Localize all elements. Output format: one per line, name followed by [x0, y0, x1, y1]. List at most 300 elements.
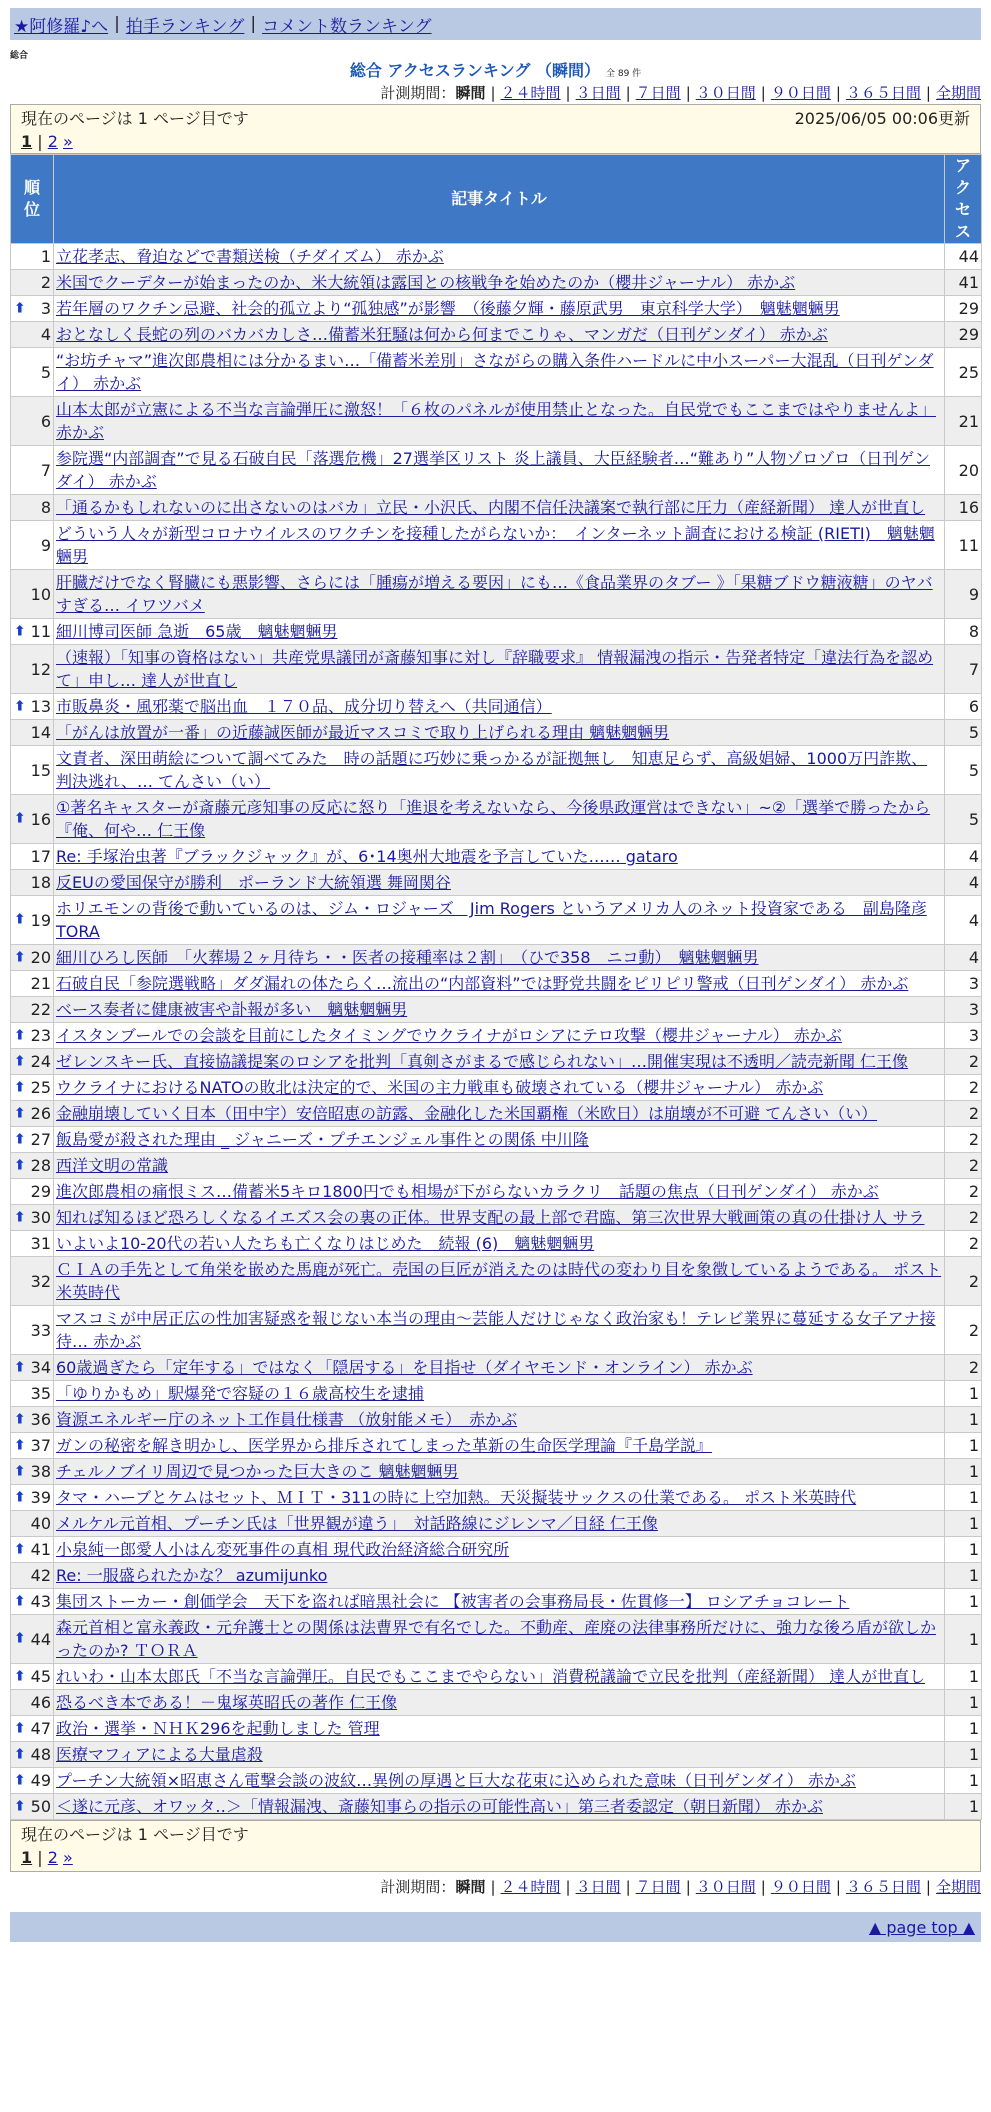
rank-cell: [11, 322, 54, 348]
rank-number: 33: [30, 1320, 51, 1340]
ranking-table: [10, 154, 982, 1820]
title-cell: [54, 570, 945, 619]
period-link[interactable]: ７日間: [635, 1878, 681, 1896]
period-link[interactable]: ９０日間: [770, 84, 831, 102]
table-row: [11, 1716, 982, 1742]
rank-number: 31: [30, 1234, 51, 1253]
title-cell: [54, 1257, 945, 1306]
rank-up-arrow-icon: ⬆: [14, 1027, 26, 1043]
period-link[interactable]: ３０日間: [695, 84, 756, 102]
article-title-link[interactable]: 参院選“内部調査”で見る石破自民「落選危機」27選挙区リスト 炎上議員、大臣経験者…“難あり”人物ゾロゾロ（日刊ゲンダイ） 赤かぶ: [56, 449, 930, 491]
article-title-link[interactable]: 集団ストーカー・創価学会 天下を盗れば暗黒社会に 【被害者の会事務局長・佐貫修一】 ロシアチョコレート: [56, 1592, 850, 1611]
rank-up-arrow-icon: ⬆: [14, 1157, 26, 1173]
rank-up-arrow-icon: ⬆: [14, 1541, 26, 1557]
article-title-link[interactable]: イスタンブールでの会談を目前にしたタイミングでウクライナがロシアにテロ攻撃（櫻井ジャーナル） 赤かぶ: [56, 1026, 842, 1045]
rank-cell: [11, 244, 54, 270]
article-title-link[interactable]: チェルノブイリ周辺で見つかった巨大きのこ 魑魅魍魎男: [56, 1462, 459, 1481]
access-count: 1: [945, 1664, 982, 1690]
article-title-link[interactable]: 若年層のワクチン忌避、社会的孤立より“孤独感”が影響 （後藤夕輝・藤原武男 東京科学大学） 魑魅魍魎男: [56, 299, 840, 318]
access-count: 4: [945, 896, 982, 945]
title-cell: [54, 270, 945, 296]
title-cell: [54, 694, 945, 720]
period-current: 瞬間: [455, 84, 486, 102]
rank-number: 46: [30, 1693, 51, 1712]
table-row: [11, 1485, 982, 1511]
article-title-link[interactable]: れいわ・山本太郎氏「不当な言論弾圧。自民でもここまでやらない」消費税議論で立民を批判（産経新聞） 達人が世直し: [56, 1667, 926, 1686]
rank-number: 34: [30, 1358, 51, 1377]
rank-number: 6: [40, 411, 51, 431]
total-count: 全 89 件: [606, 69, 642, 79]
header-rank: 順位: [11, 155, 54, 244]
table-row: [11, 1794, 982, 1820]
title-cell: [54, 1511, 945, 1537]
article-title-link[interactable]: プーチン大統領×昭恵さん電撃会談の波紋…異例の厚遇と巨大な花束に込められた意味（日刊ゲンダイ） 赤かぶ: [56, 1771, 856, 1790]
rank-up-arrow-icon: ⬆: [14, 1630, 26, 1647]
rank-number: 49: [30, 1771, 51, 1790]
rank-number: 4: [40, 325, 51, 344]
table-row: [11, 945, 982, 971]
title-cell: [54, 1485, 945, 1511]
access-count: 2: [945, 1205, 982, 1231]
table-row: [11, 1101, 982, 1127]
period-link[interactable]: ３６５日間: [845, 1878, 921, 1896]
table-row: [11, 694, 982, 720]
rank-cell: [11, 1433, 54, 1459]
rank-up-arrow-icon: ⬆: [14, 300, 26, 316]
access-count: 11: [945, 521, 982, 570]
rank-cell: [11, 619, 54, 645]
article-title-link[interactable]: 山本太郎が立憲による不当な言論弾圧に激怒！「６枚のパネルが使用禁止となった。自民党でもここまではやりませんよ」 赤かぶ: [56, 400, 937, 442]
article-title-link[interactable]: 「がんは放置が一番」の近藤誠医師が最近マスコミで取り上げられる理由 魑魅魍魎男: [56, 723, 670, 742]
title-cell: [54, 1231, 945, 1257]
rank-number: 24: [30, 1052, 51, 1071]
section-label: 総合: [10, 51, 29, 61]
rank-cell: [11, 1664, 54, 1690]
rank-cell: [11, 1179, 54, 1205]
rank-number: 19: [30, 910, 51, 930]
title-cell: [54, 1381, 945, 1407]
table-row: [11, 1153, 982, 1179]
rank-cell: [11, 870, 54, 896]
title-cell: [54, 1179, 945, 1205]
table-row: [11, 244, 982, 270]
title-cell: [54, 1664, 945, 1690]
rank-up-arrow-icon: ⬆: [14, 949, 26, 965]
article-title-link[interactable]: いよいよ10-20代の若い人たちも亡くなりはじめた 続報 (6) 魑魅魍魎男: [56, 1234, 595, 1253]
pager-separator: |: [37, 132, 43, 151]
access-count: 1: [945, 1794, 982, 1820]
access-count: 1: [945, 1433, 982, 1459]
article-title-link[interactable]: 60歳過ぎたら「定年する」ではなく「隠居する」を目指せ（ダイヤモンド・オンライン） 赤かぶ: [56, 1358, 753, 1377]
rank-number: 5: [40, 362, 51, 382]
rank-number: 23: [30, 1026, 51, 1045]
title-cell: [54, 521, 945, 570]
access-count: 16: [945, 495, 982, 521]
period-link[interactable]: ３日間: [575, 84, 621, 102]
title-cell: [54, 495, 945, 521]
access-count: 3: [945, 1023, 982, 1049]
rank-cell: [11, 1257, 54, 1306]
period-separator: |: [565, 84, 571, 102]
title-cell: [54, 1355, 945, 1381]
access-count: 3: [945, 997, 982, 1023]
rank-up-arrow-icon: ⬆: [14, 1489, 26, 1505]
article-title-link[interactable]: ＣＩＡの手先として角栄を嵌めた馬鹿が死亡。売国の巨匠が消えたのは時代の変わり目を象徴しているようである。 ポスト米英時代: [56, 1260, 942, 1302]
rank-cell: [11, 1742, 54, 1768]
rank-number: 13: [30, 697, 51, 716]
title-cell: [54, 446, 945, 495]
table-row: [11, 1589, 982, 1615]
rank-up-arrow-icon: ⬆: [14, 698, 26, 714]
rank-number: 16: [30, 809, 51, 829]
rank-up-arrow-icon: ⬆: [14, 911, 26, 928]
rank-cell: [11, 1485, 54, 1511]
rank-number: 30: [30, 1208, 51, 1227]
rank-cell: [11, 997, 54, 1023]
table-row: [11, 397, 982, 446]
access-count: 1: [945, 1511, 982, 1537]
period-separator: |: [925, 1878, 931, 1896]
rank-cell: [11, 1589, 54, 1615]
title-cell: [54, 1023, 945, 1049]
access-count: 9: [945, 570, 982, 619]
rank-number: 44: [30, 1629, 51, 1649]
period-separator: |: [760, 1878, 766, 1896]
rank-cell: [11, 896, 54, 945]
article-title-link[interactable]: Re: 手塚治虫著『ブラックジャック』が、6･14奥州大地震を予言していた…… gataro: [56, 847, 678, 866]
article-title-link[interactable]: ウクライナにおけるNATOの敗北は決定的で、米国の主力戦車も破壊されている（櫻井ジャーナル） 赤かぶ: [56, 1078, 824, 1097]
access-count: 1: [945, 1615, 982, 1664]
nav-separator: |: [114, 14, 120, 34]
rank-cell: [11, 1794, 54, 1820]
rank-number: 21: [30, 974, 51, 993]
table-row: [11, 1049, 982, 1075]
table-row: [11, 495, 982, 521]
period-link[interactable]: 全期間: [935, 1878, 981, 1896]
page-2-link[interactable]: 2: [47, 1848, 58, 1867]
table-row: [11, 348, 982, 397]
article-title-link[interactable]: 「通るかもしれないのに出さないのはバカ」立民・小沢氏、内閣不信任決議案で執行部に圧力（産経新聞） 達人が世直し: [56, 498, 926, 517]
period-separator: |: [625, 1878, 631, 1896]
ranking-title: [0, 60, 991, 82]
next-page-link[interactable]: »: [63, 1848, 73, 1867]
ranking-table-body: [11, 244, 982, 1820]
rank-cell: [11, 1615, 54, 1664]
table-row: [11, 270, 982, 296]
article-title-link[interactable]: ゼレンスキー氏、直接協議提案のロシアを批判「真剣さがまるで感じられない」…開催実現は不透明／読売新聞 仁王像: [56, 1052, 909, 1071]
table-row: [11, 1742, 982, 1768]
article-title-link[interactable]: 金融崩壊していく日本（田中宇）安倍昭恵の訪露、金融化した米国覇権（米欧日）は崩壊が不可避 てんさい（い）: [56, 1104, 878, 1123]
table-row: [11, 1537, 982, 1563]
rank-up-arrow-icon: ⬆: [14, 1359, 26, 1375]
table-row: [11, 746, 982, 795]
pager-top: [10, 104, 981, 154]
access-count: 1: [945, 1537, 982, 1563]
access-count: 25: [945, 348, 982, 397]
title-cell: [54, 1407, 945, 1433]
nav-separator: |: [250, 14, 257, 34]
title-cell: [54, 1127, 945, 1153]
article-title-link[interactable]: 西洋文明の常識: [56, 1156, 169, 1175]
table-row: [11, 844, 982, 870]
rank-number: 29: [30, 1182, 51, 1201]
article-title-link[interactable]: 市販鼻炎・風邪薬で脳出血 １７０品、成分切り替えへ（共同通信）: [56, 697, 552, 716]
access-count: 1: [945, 1716, 982, 1742]
rank-cell: [11, 348, 54, 397]
period-link[interactable]: 全期間: [935, 84, 981, 102]
article-title-link[interactable]: マスコミが中居正広の性加害疑惑を報じない本当の理由〜芸能人だけじゃなく政治家も！テレビ業界に蔓延する女子アナ接待… 赤かぶ: [56, 1309, 936, 1351]
rank-cell: [11, 1231, 54, 1257]
article-title-link[interactable]: 恐るべき本である！－鬼塚英昭氏の著作 仁王像: [56, 1693, 398, 1712]
article-title-link[interactable]: 細川博司医師 急逝 65歳 魑魅魍魎男: [56, 622, 338, 641]
rank-cell: [11, 746, 54, 795]
access-count: 2: [945, 1306, 982, 1355]
rank-cell: [11, 945, 54, 971]
article-title-link[interactable]: Re: 一服盛られたかな？ azumijunko: [56, 1566, 328, 1585]
table-row: [11, 1257, 982, 1306]
rank-number: 45: [30, 1667, 51, 1686]
article-title-link[interactable]: 反EUの愛国保守が勝利 ポーランド大統領選 舞岡関谷: [56, 873, 451, 892]
table-row: [11, 1127, 982, 1153]
period-separator: |: [835, 84, 841, 102]
rank-number: 20: [30, 948, 51, 967]
article-title-link[interactable]: 政治・選挙・ＮＨＫ296を起動しました 管理: [56, 1719, 380, 1738]
rank-number: 39: [30, 1488, 51, 1507]
period-separator: |: [565, 1878, 571, 1896]
rank-number: 18: [30, 873, 51, 892]
table-row: [11, 1231, 982, 1257]
access-count: 5: [945, 720, 982, 746]
period-separator: |: [685, 84, 691, 102]
updated-timestamp: 2025/06/05 00:06更新: [794, 109, 970, 128]
article-title-link[interactable]: メルケル元首相、プーチン氏は「世界観が違う」 対話路線にジレンマ／日経 仁王像: [56, 1514, 658, 1533]
article-title-link[interactable]: 知れば知るほど恐ろしくなるイエズス会の裏の正体。世界支配の最上部で君臨、第三次世界大戦画策の真の仕掛け人 サラ: [56, 1208, 925, 1227]
article-title-link[interactable]: 小泉純一郎愛人小はん変死事件の真相 現代政治経済総合研究所: [56, 1540, 510, 1559]
rank-number: 3: [40, 299, 51, 318]
access-count: 6: [945, 694, 982, 720]
title-cell: [54, 1205, 945, 1231]
access-count: 1: [945, 1742, 982, 1768]
rank-cell: [11, 1153, 54, 1179]
rank-number: 10: [30, 584, 51, 604]
rank-cell: [11, 1127, 54, 1153]
rank-cell: [11, 495, 54, 521]
rank-number: 47: [30, 1719, 51, 1738]
rank-cell: [11, 1023, 54, 1049]
period-separator: |: [685, 1878, 691, 1896]
access-count: 2: [945, 1075, 982, 1101]
rank-cell: [11, 971, 54, 997]
article-title-link[interactable]: タマ・ハーブとケムはセット、ＭＩＴ・311の時に上空加熱。天災擬装サックスの仕業である。 ポスト米英時代: [56, 1488, 857, 1507]
rank-number: 50: [30, 1797, 51, 1816]
article-title-link[interactable]: ホリエモンの背後で動いているのは、ジム・ロジャーズ Jim Rogers というアメリカ人のネット投資家である 副島隆彦 TORA: [56, 899, 927, 941]
period-link[interactable]: ３日間: [575, 1878, 621, 1896]
rank-cell: [11, 1407, 54, 1433]
title-cell: [54, 870, 945, 896]
top-navigation-bar: [10, 8, 981, 40]
title-cell: [54, 1768, 945, 1794]
table-row: [11, 296, 982, 322]
article-title-link[interactable]: 石破自民「参院選戦略」ダダ漏れの体たらく…流出の“内部資料”では野党共闘をピリピリ警戒（日刊ゲンダイ） 赤かぶ: [56, 974, 909, 993]
title-cell: [54, 896, 945, 945]
rank-up-arrow-icon: ⬆: [14, 1131, 26, 1147]
article-title-link[interactable]: どういう人々が新型コロナウイルスのワクチンを接種したがらないか： インターネット調査における検証 (RIETI) 魑魅魍魎男: [56, 524, 935, 566]
table-row: [11, 1563, 982, 1589]
access-count: 1: [945, 1589, 982, 1615]
title-cell: [54, 945, 945, 971]
rank-number: 22: [30, 1000, 51, 1019]
rank-cell: [11, 694, 54, 720]
table-row: [11, 1075, 982, 1101]
title-cell: [54, 1716, 945, 1742]
table-row: [11, 1179, 982, 1205]
access-count: 2: [945, 1179, 982, 1205]
page-top-link[interactable]: ▲ page top ▲: [868, 1917, 975, 1937]
rank-cell: [11, 1101, 54, 1127]
title-cell: [54, 619, 945, 645]
article-title-link[interactable]: 肝臓だけでなく腎臓にも悪影響、さらには「腫瘍が増える要因」にも…《食品業界のタブー 》「果糖ブドウ糖液糖」のヤバすぎる… イワツバメ: [56, 573, 933, 615]
table-row: [11, 645, 982, 694]
table-row: [11, 322, 982, 348]
page-1-current: 1: [21, 132, 33, 151]
access-count: 1: [945, 1459, 982, 1485]
next-page-link[interactable]: »: [63, 132, 73, 151]
article-title-link[interactable]: ガンの秘密を解き明かし、医学界から排斥されてしまった革新の生命医学理論『千島学説』: [56, 1436, 713, 1455]
period-link[interactable]: ２４時間: [500, 1878, 561, 1896]
period-separator: |: [625, 84, 631, 102]
rank-number: 36: [30, 1410, 51, 1429]
rank-number: 26: [30, 1104, 51, 1123]
article-title-link[interactable]: ①著名キャスターが斎藤元彦知事の反応に怒り「進退を考えないなら、今後県政運営はできない」~②「選挙で勝ったから『俺、何や… 仁王像: [56, 798, 931, 840]
access-count: 8: [945, 619, 982, 645]
article-title-link[interactable]: “お坊チャマ”進次郎農相には分かるまい…「備蓄米差別」さながらの購入条件ハードルに中小スーパー大混乱（日刊ゲンダイ） 赤かぶ: [56, 351, 934, 393]
rank-cell: [11, 1306, 54, 1355]
rank-cell: [11, 1381, 54, 1407]
article-title-link[interactable]: 森元首相と富永義政・元弁護士との関係は法曹界で有名でした。不動産、産廃の法律事務所だけに、強力な後ろ盾が欲しかったのか? ＴＯＲＡ: [56, 1618, 937, 1660]
rank-cell: [11, 1205, 54, 1231]
article-title-link[interactable]: （速報）「知事の資格はない」共産党県議団が斎藤知事に対し『辞職要求』 情報漏洩の指示・告発者特定「違法行為を認めて」申し… 達人が世直し: [56, 648, 934, 690]
access-count: 29: [945, 296, 982, 322]
rank-up-arrow-icon: ⬆: [14, 1209, 26, 1225]
table-row: [11, 1407, 982, 1433]
rank-up-arrow-icon: ⬆: [14, 1746, 26, 1762]
access-count: 7: [945, 645, 982, 694]
article-title-link[interactable]: 細川ひろし医師 「火葬場２ヶ月待ち・・医者の接種率は２割」 （ひで358 ニコ動） 魑魅魍魎男: [56, 948, 759, 967]
rank-number: 43: [30, 1592, 51, 1611]
applause-ranking-link[interactable]: 拍手ランキング: [125, 16, 245, 37]
access-count: 4: [945, 870, 982, 896]
rank-number: 37: [30, 1436, 51, 1455]
rank-cell: [11, 446, 54, 495]
table-row: [11, 1664, 982, 1690]
period-link[interactable]: ２４時間: [500, 84, 561, 102]
title-cell: [54, 997, 945, 1023]
article-title-link[interactable]: 立花孝志、脅迫などで書類送検（チダイズム） 赤かぶ: [56, 247, 444, 266]
table-row: [11, 521, 982, 570]
access-count: 1: [945, 1563, 982, 1589]
rank-cell: [11, 1049, 54, 1075]
period-separator: |: [760, 84, 766, 102]
access-count: 1: [945, 1690, 982, 1716]
article-title-link[interactable]: 進次郎農相の痛恨ミス…備蓄米5キロ1800円でも相場が下がらないカラクリ 話題の焦点（日刊ゲンダイ） 赤かぶ: [56, 1182, 879, 1201]
rank-cell: [11, 1690, 54, 1716]
comment-ranking-link[interactable]: コメント数ランキング: [262, 16, 432, 37]
article-title-link[interactable]: 米国でクーデターが始まったのか、米大統領は露国との核戦争を始めたのか（櫻井ジャーナル） 赤かぶ: [56, 273, 796, 292]
article-title-link[interactable]: おとなしく長蛇の列のバカバカしさ…備蓄米狂騒は何から何までこりゃ、マンガだ（日刊ゲンダイ） 赤かぶ: [56, 325, 828, 344]
period-link[interactable]: ９０日間: [770, 1878, 831, 1896]
table-row: [11, 1690, 982, 1716]
rank-up-arrow-icon: ⬆: [14, 1593, 26, 1609]
rank-number: 11: [30, 622, 51, 641]
home-link[interactable]: ★阿修羅♪へ: [14, 16, 109, 37]
rank-cell: [11, 1537, 54, 1563]
article-title-link[interactable]: 飯島愛が殺された理由 _ ジャニーズ・プチエンジェル事件との関係 中川隆: [56, 1130, 589, 1149]
header-title: 記事タイトル: [54, 155, 945, 244]
title-cell: [54, 348, 945, 397]
header-access: アクセス: [945, 155, 982, 244]
rank-number: 42: [30, 1566, 51, 1585]
access-count: 2: [945, 1049, 982, 1075]
article-title-link[interactable]: 資源エネルギー庁のネット工作員仕様書 （放射能メモ） 赤かぶ: [56, 1410, 518, 1429]
rank-cell: [11, 1075, 54, 1101]
article-title-link[interactable]: ベース奏者に健康被害や訃報が多い 魑魅魍魎男: [56, 1000, 408, 1019]
rank-number: 25: [30, 1078, 51, 1097]
access-count: 1: [945, 1381, 982, 1407]
period-link[interactable]: ３６５日間: [845, 84, 921, 102]
rank-up-arrow-icon: ⬆: [14, 1798, 26, 1814]
rank-number: 41: [30, 1540, 51, 1559]
period-selector: [10, 82, 981, 104]
rank-cell: [11, 720, 54, 746]
table-row: [11, 1205, 982, 1231]
period-link[interactable]: ３０日間: [695, 1878, 756, 1896]
table-row: [11, 446, 982, 495]
title-cell: [54, 1690, 945, 1716]
access-count: 1: [945, 1407, 982, 1433]
article-title-link[interactable]: ＜遂に元彦、オワッタ‥＞「情報漏洩、斎藤知事らの指示の可能性高い」第三者委認定（朝日新聞） 赤かぶ: [56, 1797, 823, 1816]
rank-cell: [11, 844, 54, 870]
title-cell: [54, 322, 945, 348]
title-cell: [54, 1794, 945, 1820]
current-page-text: 現在のページは 1 ページ目です: [21, 109, 249, 128]
access-count: 2: [945, 1355, 982, 1381]
title-cell: [54, 746, 945, 795]
title-cell: [54, 397, 945, 446]
rank-cell: [11, 296, 54, 322]
title-cell: [54, 1049, 945, 1075]
rank-number: 27: [30, 1130, 51, 1149]
article-title-link[interactable]: 医療マフィアによる大量虐殺: [56, 1745, 263, 1764]
article-title-link[interactable]: 文責者、深田萌絵について調べてみた 時の話題に巧妙に乗っかるが証拠無し 知恵足らず、高級娼婦、1000万円詐欺、判決逃れ、… てんさい（い）: [56, 749, 928, 791]
rank-up-arrow-icon: ⬆: [14, 1463, 26, 1479]
title-cell: [54, 1459, 945, 1485]
page-2-link[interactable]: 2: [47, 132, 58, 151]
article-title-link[interactable]: 「ゆりかもめ」駅爆発で容疑の１６歳高校生を逮捕: [56, 1384, 425, 1403]
rank-cell: [11, 795, 54, 844]
rank-number: 7: [40, 460, 51, 480]
title-cell: [54, 1101, 945, 1127]
pager-bottom: [10, 1820, 981, 1872]
table-row: [11, 1768, 982, 1794]
period-link[interactable]: ７日間: [635, 84, 681, 102]
access-count: 2: [945, 1257, 982, 1306]
pager-separator: |: [37, 1848, 43, 1867]
period-selector-bottom: [10, 1876, 981, 1898]
table-row: [11, 1381, 982, 1407]
access-count: 4: [945, 945, 982, 971]
period-separator: |: [835, 1878, 841, 1896]
table-row: [11, 1615, 982, 1664]
